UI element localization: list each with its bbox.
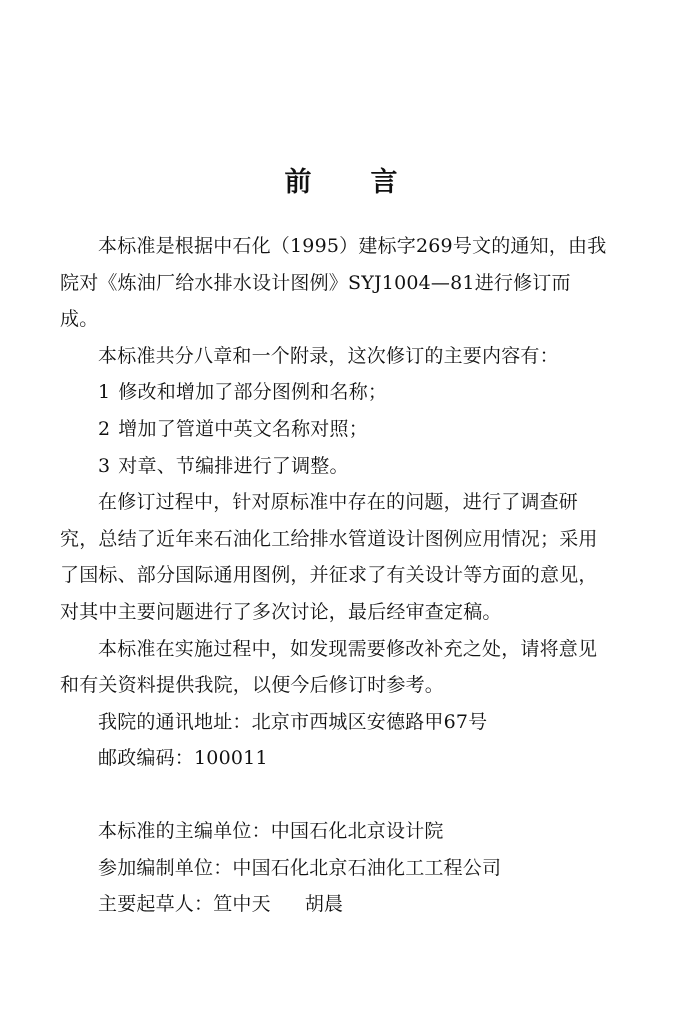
participant-unit: 参加编制单位：中国石化北京石油化工工程公司 <box>98 856 502 879</box>
revision-text: 修改和增加了部分图例和名称； <box>118 381 388 404</box>
drafter-name: 胡晨 <box>304 893 344 916</box>
page-title <box>0 160 683 199</box>
contact-postcode: 邮政编码：100011 <box>98 747 268 770</box>
revision-item-2 <box>60 411 608 448</box>
title-char-1: 前 <box>284 167 313 198</box>
revision-item-1 <box>60 374 608 411</box>
drafters-label: 主要起草人： <box>98 893 214 916</box>
revision-text: 对章、节编排进行了调整。 <box>118 454 349 477</box>
title-char-2: 言 <box>370 167 399 198</box>
chief-unit: 本标准的主编单位：中国石化北京设计院 <box>98 819 444 842</box>
drafters <box>60 886 608 923</box>
revision-number: 3 <box>98 454 111 477</box>
preface-body <box>60 228 608 923</box>
revision-item-3 <box>60 448 608 485</box>
paragraph-process: 在修订过程中，针对原标准中存在的问题，进行了调查研究，总结了近年来石油化工给排水管道设计图例应用情况；采用了国标、部分国际通用图例，并征求了有关设计等方面的意见，对其中主要问题进行了多次讨论，最后经审查定稿。 <box>60 491 598 623</box>
revision-number: 1 <box>98 381 111 404</box>
revision-number: 2 <box>98 417 111 440</box>
drafter-name: 笪中天 <box>213 893 271 916</box>
section-spacer <box>60 777 608 813</box>
revision-text: 增加了管道中英文名称对照； <box>118 417 368 440</box>
paragraph-basis: 本标准是根据中石化（1995）建标字269号文的通知，由我院对《炼油厂给水排水设计图例》SYJ1004—81进行修订而成。 <box>60 235 607 331</box>
contact-address: 我院的通讯地址：北京市西城区安德路甲67号 <box>98 710 488 733</box>
paragraph-feedback: 本标准在实施过程中，如发现需要修改补充之处，请将意见和有关资料提供我院，以便今后修订时参考。 <box>60 637 598 697</box>
paragraph-structure: 本标准共分八章和一个附录，这次修订的主要内容有： <box>98 344 559 367</box>
